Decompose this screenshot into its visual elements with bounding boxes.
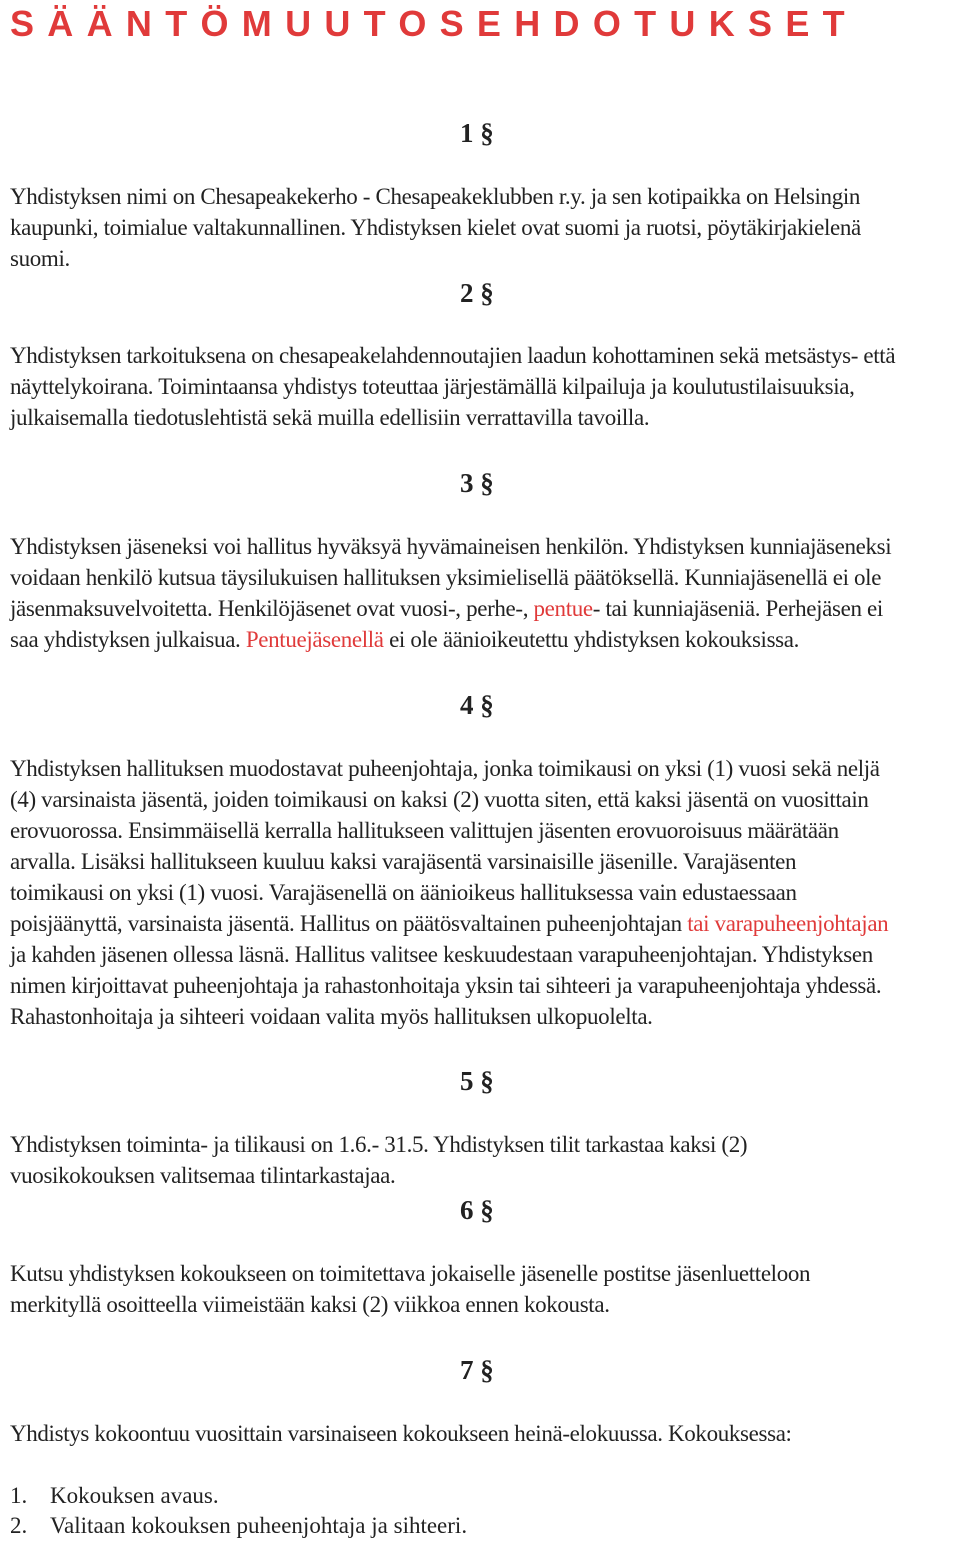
- text-line: Rahastonhoitaja ja sihteeri voidaan valita myös hallituksen ulkopuolelta.: [10, 1004, 653, 1029]
- text-line: Yhdistyksen tarkoituksena on chesapeakelahdennoutajien laadun kohottaminen sekä metsästys- että: [10, 343, 896, 368]
- section-heading-6: 6 §: [460, 1195, 494, 1225]
- section-heading-5: 5 §: [460, 1066, 494, 1096]
- text-line: [10, 624, 960, 655]
- section-heading-1: 1 §: [460, 118, 494, 148]
- section-5-text: [10, 1129, 960, 1191]
- list-item-text: Valitaan kokouksen puheenjohtaja ja sihteeri.: [50, 1513, 468, 1538]
- list-item: [10, 1510, 467, 1541]
- section-heading-3: 3 §: [460, 468, 494, 498]
- text-line: toimikausi on yksi (1) vuosi. Varajäsenellä on äänioikeus hallituksessa vain edustaessaan: [10, 880, 797, 905]
- text-line: arvalla. Lisäksi hallitukseen kuuluu kaksi varajäsentä varsinaisille jäsenille. Varajäsenten: [10, 849, 797, 874]
- section-heading-4: 4 §: [460, 690, 494, 720]
- text-line: voidaan henkilö kutsua täysilukuisen hallituksen yksimielisellä päätöksellä. Kunniajäsenellä ei ole: [10, 565, 882, 590]
- text-line: kaupunki, toimialue valtakunnallinen. Yhdistyksen kielet ovat suomi ja ruotsi, pöytäkirjakielenä: [10, 215, 861, 240]
- section-heading-2: 2 §: [460, 278, 494, 308]
- section-7-text: [10, 1418, 960, 1449]
- section-heading-7: 7 §: [460, 1355, 494, 1385]
- highlighted-text: pentue: [533, 596, 593, 621]
- text-line: Yhdistyksen hallituksen muodostavat puheenjohtaja, jonka toimikausi on yksi (1) vuosi sekä neljä: [10, 756, 880, 781]
- text-line: (4) varsinaista jäsentä, joiden toimikausi on kaksi (2) vuotta siten, että kaksi jäsentä on vuosittain: [10, 787, 869, 812]
- text-segment: jäsenmaksuvelvoitetta. Henkilöjäsenet ovat vuosi-, perhe-,: [10, 596, 534, 621]
- list-item-number: 1.: [10, 1483, 28, 1508]
- text-line: Yhdistys kokoontuu vuosittain varsinaiseen kokoukseen heinä-elokuussa. Kokouksessa:: [10, 1421, 792, 1446]
- text-line: nimen kirjoittavat puheenjohtaja ja rahastonhoitaja yksin tai sihteeri ja varapuheenjohtaja yhdessä.: [10, 973, 882, 998]
- text-segment: poisjäänyttä, varsinaista jäsentä. Hallitus on päätösvaltainen puheenjohtajan: [10, 911, 688, 936]
- text-segment: - tai kunniajäseniä. Perhejäsen ei: [592, 596, 883, 621]
- list-item-number: 2.: [10, 1513, 28, 1538]
- text-line: vuosikokouksen valitsemaa tilintarkastajaa.: [10, 1163, 396, 1188]
- text-segment: ei ole äänioikeutettu yhdistyksen kokouksissa.: [383, 627, 800, 652]
- list-item: [10, 1480, 219, 1511]
- section-2-text: [10, 340, 960, 433]
- text-line: Yhdistyksen nimi on Chesapeakekerho - Chesapeakeklubben r.y. ja sen kotipaikka on Helsingin: [10, 184, 861, 209]
- text-line: erovuorossa. Ensimmäisellä kerralla hallitukseen valittujen jäsenten erovuoroisuus määrätään: [10, 818, 839, 843]
- document-title: SÄÄNTÖMUUTOSEHDOTUKSET: [10, 3, 858, 44]
- text-line: Yhdistyksen jäseneksi voi hallitus hyväksyä hyvämaineisen henkilön. Yhdistyksen kunniajäseneksi: [10, 534, 892, 559]
- text-line: näyttelykoirana. Toimintaansa yhdistys toteuttaa järjestämällä kilpailuja ja koulutustilaisuuksia,: [10, 374, 855, 399]
- text-line: merkityllä osoitteella viimeistään kaksi (2) viikkoa ennen kokousta.: [10, 1292, 610, 1317]
- section-1-text: [10, 181, 960, 274]
- text-line: ja kahden jäsenen ollessa läsnä. Hallitus valitsee keskuudestaan varapuheenjohtajan. Yhdistyksen: [10, 942, 873, 967]
- list-item-text: Kokouksen avaus.: [50, 1483, 219, 1508]
- section-4-text: [10, 753, 960, 1032]
- section-3-text: [10, 531, 960, 655]
- text-line: suomi.: [10, 246, 70, 271]
- text-line: [10, 593, 960, 624]
- text-line: Yhdistyksen toiminta- ja tilikausi on 1.6.- 31.5. Yhdistyksen tilit tarkastaa kaksi (2): [10, 1132, 748, 1157]
- section-6-text: [10, 1258, 960, 1320]
- text-line: julkaisemalla tiedotuslehtistä sekä muilla edellisiin verrattavilla tavoilla.: [10, 405, 650, 430]
- highlighted-text: Pentuejäsenellä: [245, 627, 384, 652]
- highlighted-text: tai varapuheenjohtajan: [687, 911, 889, 936]
- text-segment: saa yhdistyksen julkaisua.: [10, 627, 246, 652]
- text-line: Kutsu yhdistyksen kokoukseen on toimitettava jokaiselle jäsenelle postitse jäsenluetteloon: [10, 1261, 811, 1286]
- text-line: [10, 908, 960, 939]
